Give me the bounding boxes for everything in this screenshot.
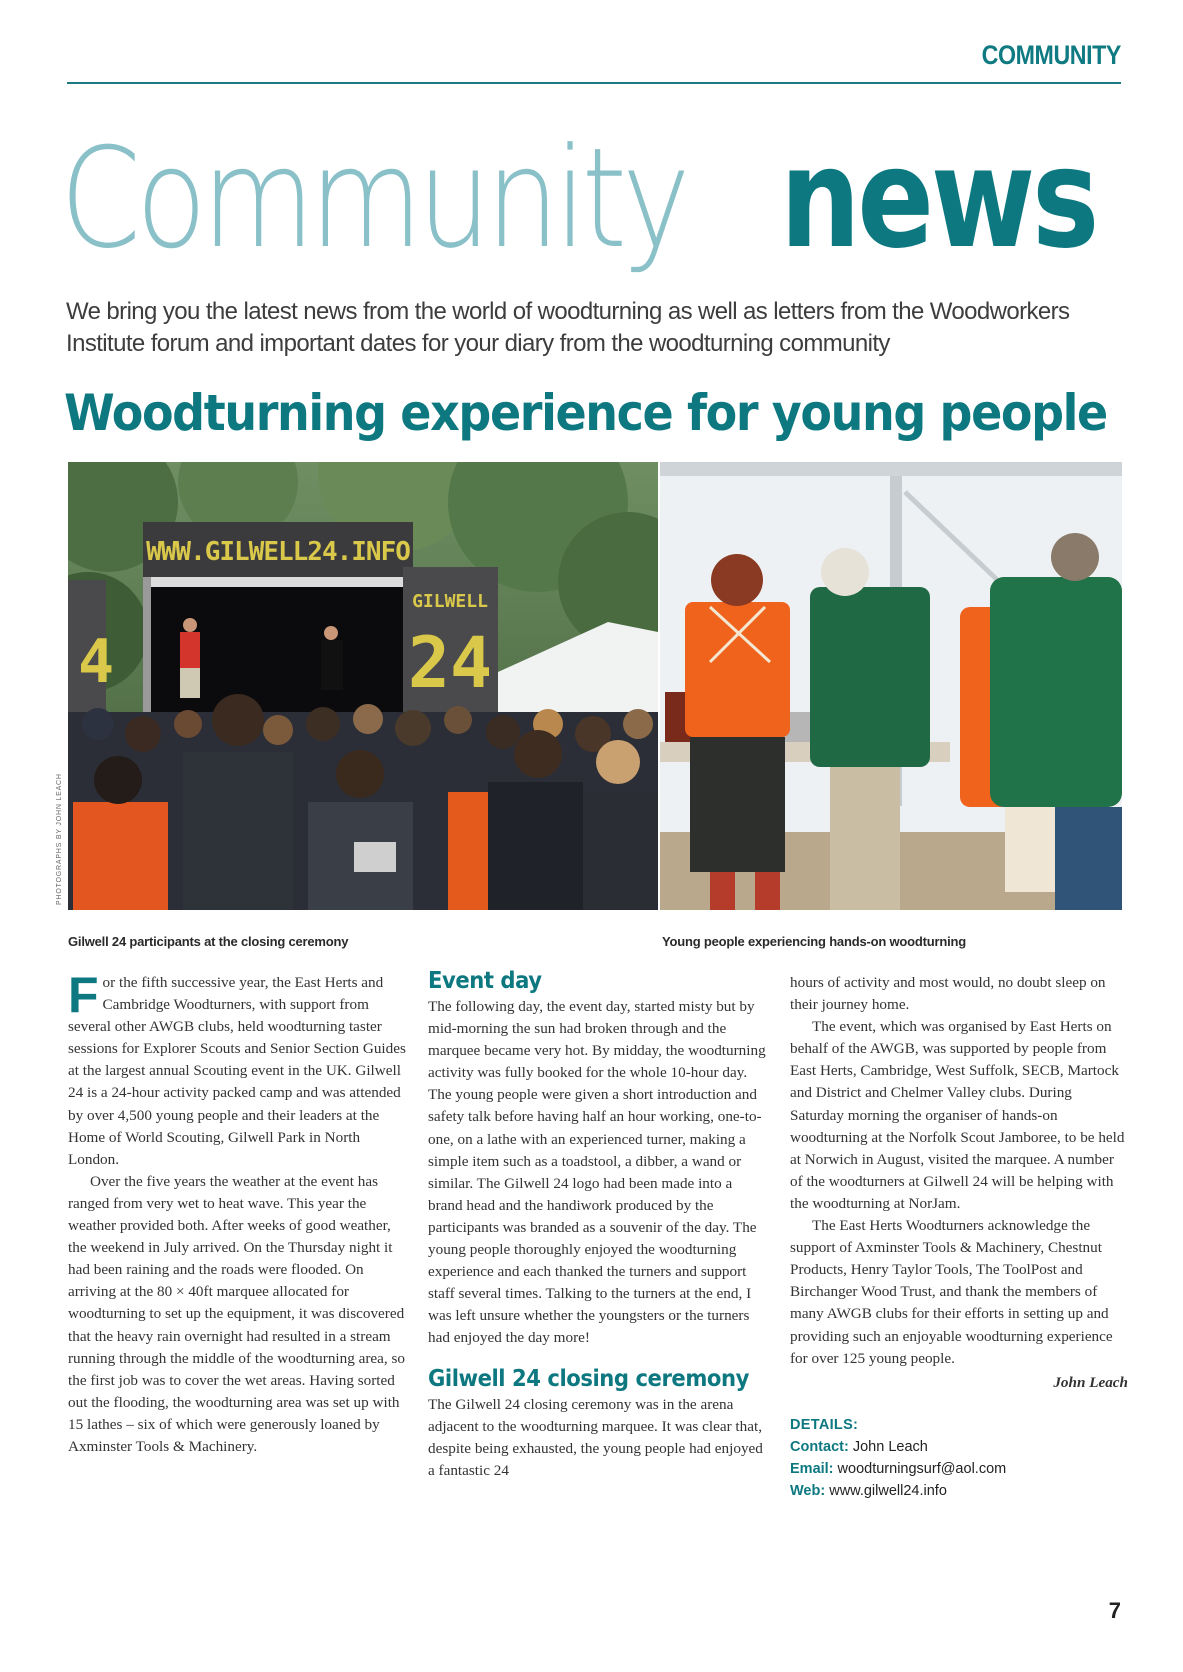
article-column-3: [790, 972, 1128, 1502]
paragraph-text: or the fifth successive year, the East Herts and Cambridge Woodturners, with support from several other AWGB clubs, held woodturning taster sessions for Explorer Scouts and Senior Section Guides at the largest annual Scouting event in the UK. Gilwell 24 is a 24-hour activity packed camp and was attended by over 4,500 young people and their leaders at the Home of World Scouting, Gilwell Park in North London.: [68, 974, 406, 1168]
section-label: COMMUNITY: [981, 40, 1121, 70]
drop-cap: F: [68, 967, 99, 1023]
paragraph: [68, 967, 406, 1171]
photo-hands-on-woodturning: [660, 462, 1122, 910]
paragraph: The event, which was organised by East Herts on behalf of the AWGB, was supported by people from East Herts, Cambridge, West Suffolk, SECB, Martock and District and Chelmer Valley clubs. During Saturday morning the organiser of hands-on woodturning at the Norfolk Scout Jamboree, to be held at Norwich in August, visited the marquee. A number of the woodturners at Gilwell 24 will be helping with the woodturning at NorJam.: [790, 1018, 1125, 1212]
paragraph: The Gilwell 24 closing ceremony was in the arena adjacent to the woodturning marquee. It was clear that, despite being exhausted, the young people had enjoyed a fantastic 24: [428, 1395, 763, 1479]
standfirst: We bring you the latest news from the world of woodturning as well as letters from the Woodworkers Institute forum and important dates for your diary from the woodturning community: [66, 298, 1070, 357]
svg-text:WWW.GILWELL24.INFO: WWW.GILWELL24.INFO: [146, 537, 410, 567]
author-byline: John Leach: [1053, 1373, 1128, 1391]
details-contact: [790, 1436, 1128, 1458]
masthead-title: [60, 118, 1097, 279]
contact-value: John Leach: [852, 1438, 928, 1455]
web-label: Web:: [790, 1482, 826, 1499]
masthead-light-word: Community: [60, 118, 686, 279]
article-column-1: [68, 967, 406, 1458]
subhead-closing-ceremony: Gilwell 24 closing ceremony: [428, 1365, 749, 1392]
caption-closing-ceremony: Gilwell 24 participants at the closing ceremony: [68, 934, 349, 949]
paragraph: The East Herts Woodturners acknowledge the support of Axminster Tools & Machinery, Chestnut Products, Henry Taylor Tools, The ToolPost and Birchanger Wood Trust, and thank the members of many AWGB clubs for their efforts in setting up and providing such an enjoyable woodturning experience for over 125 young people.: [790, 1217, 1113, 1367]
svg-text:4: 4: [78, 627, 115, 697]
svg-text:GILWELL: GILWELL: [412, 591, 488, 612]
svg-text:24: 24: [407, 622, 493, 704]
details-header: DETAILS:: [790, 1416, 859, 1433]
contact-label: Contact:: [790, 1438, 849, 1455]
masthead-bold-word: news: [780, 118, 1097, 279]
web-link[interactable]: www.gilwell24.info: [829, 1482, 947, 1499]
paragraph: hours of activity and most would, no doubt sleep on their journey home.: [790, 974, 1106, 1014]
details-web: [790, 1480, 1128, 1502]
article-column-2: [428, 966, 766, 1482]
details-email: [790, 1458, 1128, 1480]
article-headline: Woodturning experience for young people: [64, 384, 1107, 442]
email-label: Email:: [790, 1460, 834, 1477]
caption-hands-on-woodturning: Young people experiencing hands-on woodturning: [662, 934, 966, 949]
paragraph: Over the five years the weather at the event has ranged from very wet to heat wave. This year the weather provided both. After weeks of good weather, the weekend in July arrived. On the Thursday night it had been raining and the roads were flooded. On arriving at the 80 × 40ft marquee allocated for woodturning to set up the equipment, it was discovered that the heavy rain overnight had resulted in a stream running through the middle of the woodturning area, so the first job was to cover the wet areas. Having sorted out the flooding, the woodturning area was set up with 15 lathes – six of which were generously loaned by Axminster Tools & Machinery.: [68, 1172, 406, 1455]
paragraph: The following day, the event day, started misty but by mid-morning the sun had broken through and the marquee became very hot. By midday, the woodturning activity was fully booked for the whole 10-hour day. The young people were given a short introduction and safety talk before having half an hour working, one-to-one, on a lathe with an experienced turner, making a simple item such as a toadstool, a dibber, a wand or similar. The Gilwell 24 logo had been made into a brand head and the handiwork produced by the participants was branded as a souvenir of the day. The young people thoroughly enjoyed the woodturning experience and each thanked the turners and support staff several times. Talking to the turners at the end, I was left unsure whether the youngsters or the turners had enjoyed the day more!: [428, 998, 766, 1347]
photo-closing-ceremony: [68, 462, 658, 910]
email-link[interactable]: woodturningsurf@aol.com: [837, 1460, 1007, 1477]
photo-credit: PHOTOGRAPHS BY JOHN LEACH: [56, 773, 63, 905]
top-rule-divider: [67, 82, 1121, 84]
details-box: [790, 1414, 1128, 1502]
subhead-event-day: Event day: [428, 968, 542, 994]
page-number: 7: [1108, 1598, 1121, 1623]
